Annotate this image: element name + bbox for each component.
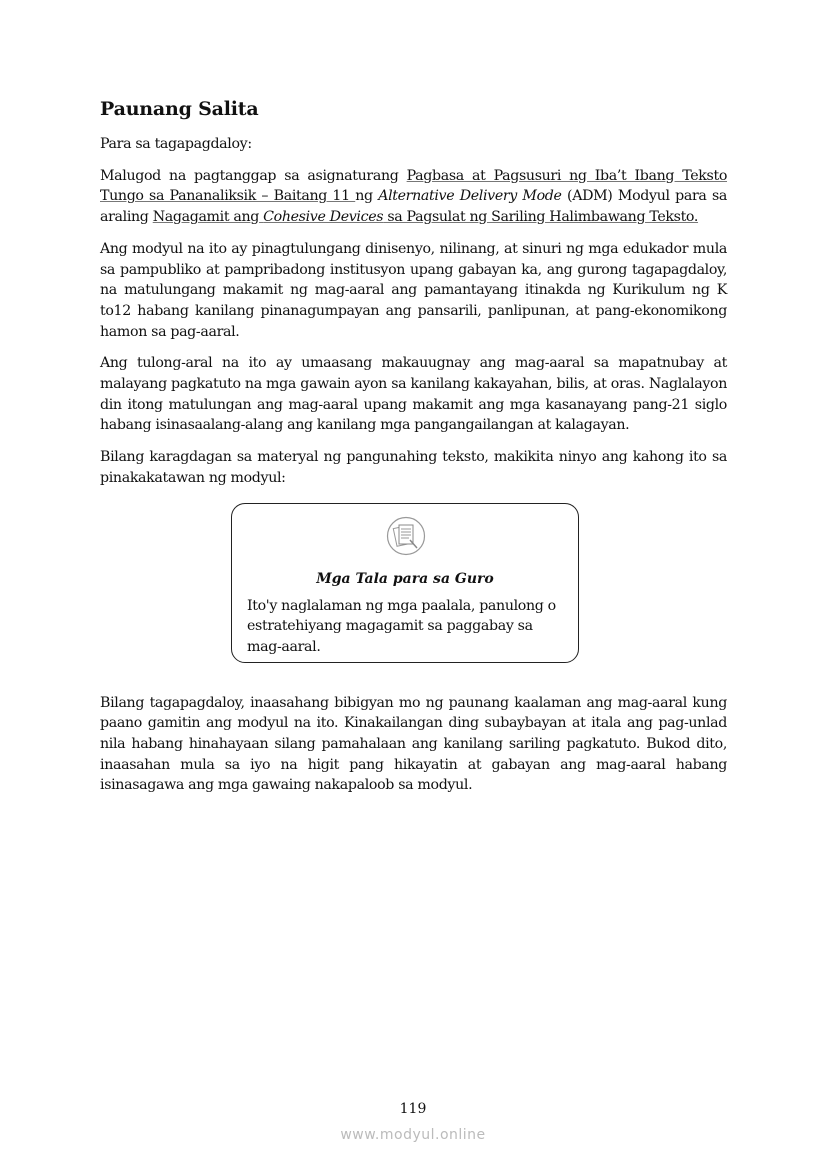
document-page	[100, 98, 727, 807]
watermark: www.modyul.online	[340, 1127, 486, 1143]
lesson-title-part: Nagagamit ang	[152, 209, 264, 226]
teacher-notes-box	[231, 503, 579, 663]
intro-text: Malugod na pagtanggap sa asignaturang	[100, 167, 407, 184]
paragraph-4: Bilang karagdagan sa materyal ng pangunahing teksto, makikita ninyo ang kahong ito sa pinakakatawan ng modyul:	[100, 449, 727, 486]
lesson-title-part: sa Pagsulat ng Sariling Halimbawang Teksto.	[383, 209, 699, 226]
paragraph-2: Ang modyul na ito ay pinagtulungang dinisenyo, nilinang, at sinuri ng mga edukador mula sa pampubliko at pampribadong institusyon upang gabayan ka, ang gurong tagapagdaloy, na matulungang makamit ng mag-aaral ang pamantayang itinakda ng Kurikulum ng K to12 habang kanilang pinanagumpayan ang pansarili, panlipunan, at pang-ekonomikong hamon sa pag-aaral.	[100, 240, 727, 340]
lesson-title	[153, 209, 698, 225]
intro-text: (ADM) Modyul para sa araling	[100, 188, 727, 226]
subject-title: Pagbasa at Pagsusuri ng Iba’t Ibang Teksto Tungo sa Pananaliksik – Baitang 11	[100, 167, 728, 205]
lesson-title-italic: Cohesive Devices	[263, 209, 384, 226]
page-title: Paunang Salita	[100, 98, 259, 120]
teacher-notes-icon	[386, 516, 426, 556]
box-title: Mga Tala para sa Guro	[316, 570, 494, 587]
page-number: 119	[399, 1101, 427, 1117]
box-body: Ito'y naglalaman ng mga paalala, panulong o estratehiyang magagamit sa paggabay sa mag-aaral.	[247, 597, 556, 655]
adm-term: Alternative Delivery Mode	[378, 188, 562, 205]
paragraph-3: Ang tulong-aral na ito ay umaasang makauugnay ang mag-aaral sa mapatnubay at malayang pagkatuto na mga gawain ayon sa kanilang kakayahan, bilis, at oras. Naglalayon din itong matulungan ang mag-aaral upang makamit ang mga kasanayang pang-21 siglo habang isinasaalang-alang ang kanilang mga pangangailangan at kalagayan.	[100, 355, 727, 434]
intro-text: ng	[355, 188, 379, 205]
intro-paragraph	[100, 166, 727, 228]
salutation: Para sa tagapagdaloy:	[100, 136, 252, 152]
paragraph-5: Bilang tagapagdaloy, inaasahang bibigyan mo ng paunang kaalaman ang mag-aaral kung paano gamitin ang modyul na ito. Kinakailangan ding subaybayan at itala ang pag-unlad nila habang hinahayaan silang pamahalaan ang kanilang sariling pagkatuto. Bukod dito, inaasahan mula sa iyo na higit pang hikayatin at gabayan ang mag-aaral habang isinasagawa ang mga gawaing nakapaloob sa modyul.	[100, 694, 727, 794]
